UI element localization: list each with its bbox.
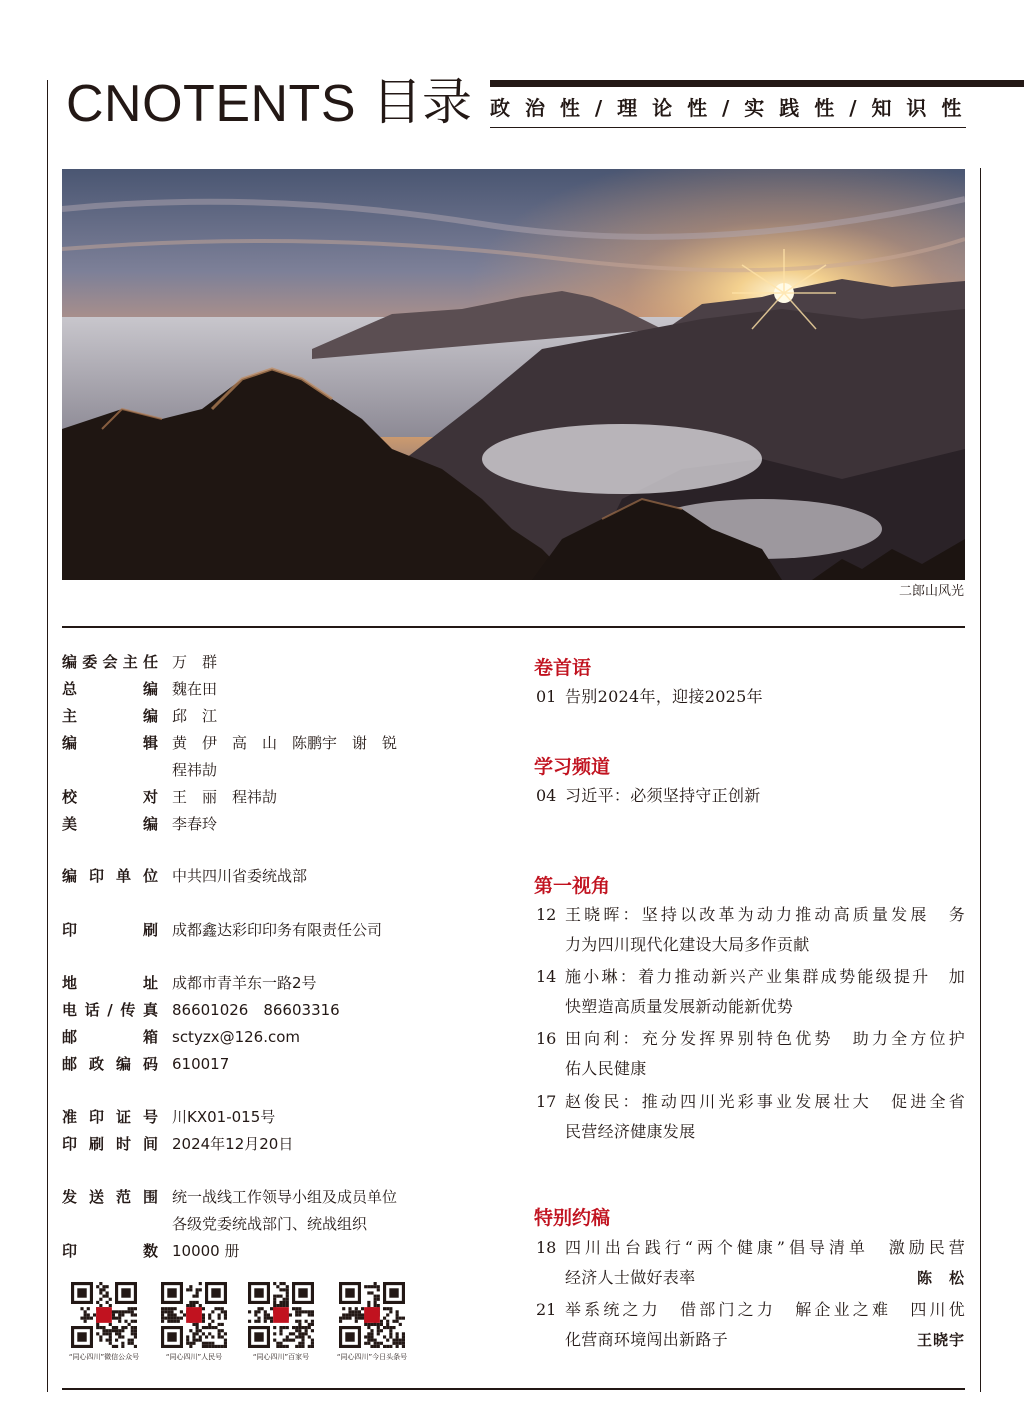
masthead-label: 邮政编码 bbox=[62, 1055, 158, 1073]
toc-entry[interactable] bbox=[565, 962, 965, 1022]
masthead-label: 编辑 bbox=[62, 734, 158, 752]
section-title: 学习频道 bbox=[534, 756, 611, 778]
masthead-value: sctyzx@126.com bbox=[172, 1028, 301, 1046]
masthead-value: 86601026 86603316 bbox=[172, 1001, 340, 1019]
entry-page-number: 04 bbox=[536, 786, 557, 805]
page-title-cn: 目录 bbox=[372, 73, 472, 131]
toc-entry[interactable] bbox=[565, 1295, 965, 1355]
masthead-value: 成都市青羊东一路2号 bbox=[172, 974, 317, 992]
entry-title-line: 施小琳：着力推动新兴产业集群成势能级提升 加 bbox=[565, 967, 965, 986]
entry-title-line: 快塑造高质量发展新动能新优势 bbox=[565, 997, 794, 1016]
section-title: 第一视角 bbox=[534, 875, 611, 897]
right-border-line bbox=[980, 168, 981, 1392]
divider-rule bbox=[62, 626, 965, 628]
section-title: 卷首语 bbox=[534, 657, 592, 679]
entry-last-line bbox=[565, 1263, 965, 1293]
masthead-value: 万 群 bbox=[172, 653, 218, 671]
masthead-label: 美编 bbox=[62, 815, 158, 833]
entry-title-line: 赵俊民：推动四川光彩事业发展壮大 促进全省 bbox=[565, 1092, 965, 1111]
toc-entry[interactable] bbox=[565, 1233, 965, 1293]
masthead-label: 编印单位 bbox=[62, 867, 158, 885]
masthead-label: 发送范围 bbox=[62, 1188, 158, 1206]
masthead-label: 准印证号 bbox=[62, 1108, 158, 1126]
page-title-en: CNOTENTS bbox=[66, 75, 356, 133]
toc-entry[interactable] bbox=[565, 1087, 965, 1147]
toc-entry[interactable] bbox=[565, 900, 965, 960]
entry-title-line: 化营商环境闯出新路子 bbox=[565, 1330, 729, 1349]
masthead-value: 各级党委统战部门、统战组织 bbox=[172, 1215, 368, 1233]
entry-title-line: 四川出台践行“两个健康”倡导清单 激励民营 bbox=[565, 1238, 965, 1257]
entry-title-line: 经济人士做好表率 bbox=[565, 1268, 696, 1287]
qr-code-label: “同心四川”人民号 bbox=[165, 1353, 223, 1361]
masthead-value: 中共四川省委统战部 bbox=[172, 867, 308, 885]
masthead-label: 主编 bbox=[62, 707, 158, 725]
toc-entry[interactable] bbox=[565, 1024, 965, 1084]
masthead-label: 邮箱 bbox=[62, 1028, 158, 1046]
entry-title-line: 习近平：必须坚持守正创新 bbox=[565, 786, 761, 805]
entry-page-number: 16 bbox=[536, 1029, 557, 1048]
entry-author: 王晓宇 bbox=[916, 1331, 965, 1349]
masthead-label: 印数 bbox=[62, 1242, 158, 1260]
qr-code-icon[interactable] bbox=[248, 1282, 314, 1348]
qr-code-icon[interactable] bbox=[161, 1282, 227, 1348]
entry-page-number: 01 bbox=[536, 687, 557, 706]
masthead-value: 黄 伊 高 山 陈鹏宇 谢 锐 bbox=[172, 734, 398, 752]
section-title: 特别约稿 bbox=[534, 1207, 611, 1229]
toc-entry[interactable] bbox=[565, 781, 965, 811]
masthead-value: 成都鑫达彩印印务有限责任公司 bbox=[172, 921, 383, 939]
masthead-value: 魏在田 bbox=[172, 680, 218, 698]
masthead-value: 统一战线工作领导小组及成员单位 bbox=[172, 1188, 398, 1206]
entry-title-line: 佑人民健康 bbox=[565, 1059, 647, 1078]
masthead-label: 编委会主任 bbox=[62, 653, 158, 671]
masthead-value: 王 丽 程祎劼 bbox=[172, 788, 278, 806]
magazine-motto: 政 治 性 / 理 论 性 / 实 践 性 / 知 识 性 bbox=[490, 96, 966, 120]
left-border-line bbox=[47, 80, 48, 1392]
bottom-rule bbox=[62, 1388, 965, 1390]
cover-landscape-photo bbox=[62, 169, 965, 580]
masthead-value: 李春玲 bbox=[172, 815, 218, 833]
entry-title-line: 田向利：充分发挥界别特色优势 助力全方位护 bbox=[565, 1029, 965, 1048]
entry-last-line bbox=[565, 1325, 965, 1355]
masthead-label: 电话/传真 bbox=[62, 1001, 158, 1019]
qr-code-icon[interactable] bbox=[71, 1282, 137, 1348]
masthead-value: 程祎劼 bbox=[172, 761, 218, 779]
masthead-label: 地址 bbox=[62, 974, 158, 992]
entry-page-number: 12 bbox=[536, 905, 557, 924]
qr-code-label: “同心四川”微信公众号 bbox=[68, 1353, 140, 1361]
entry-page-number: 18 bbox=[536, 1238, 557, 1257]
qr-code-icon[interactable] bbox=[339, 1282, 405, 1348]
entry-author: 陈 松 bbox=[916, 1269, 965, 1287]
entry-title-line: 王晓晖：坚持以改革为动力推动高质量发展 务 bbox=[565, 905, 965, 924]
header-rule-thick bbox=[490, 80, 1024, 87]
photo-caption: 二郎山风光 bbox=[898, 584, 964, 599]
masthead-label: 印刷 bbox=[62, 921, 158, 939]
masthead-label: 总编 bbox=[62, 680, 158, 698]
masthead-value: 川KX01-015号 bbox=[172, 1108, 276, 1126]
masthead-value: 610017 bbox=[172, 1055, 230, 1073]
entry-title-line: 举系统之力 借部门之力 解企业之难 四川优 bbox=[565, 1300, 965, 1319]
masthead-label: 校对 bbox=[62, 788, 158, 806]
masthead-value: 2024年12月20日 bbox=[172, 1135, 294, 1153]
entry-page-number: 14 bbox=[536, 967, 557, 986]
masthead-label: 印刷时间 bbox=[62, 1135, 158, 1153]
entry-title-line: 力为四川现代化建设大局多作贡献 bbox=[565, 935, 810, 954]
qr-code-label: “同心四川”百家号 bbox=[252, 1353, 310, 1361]
entry-page-number: 21 bbox=[536, 1300, 557, 1319]
qr-code-label: “同心四川”今日头条号 bbox=[336, 1353, 408, 1361]
masthead-value: 10000 册 bbox=[172, 1242, 240, 1260]
toc-entry[interactable] bbox=[565, 682, 965, 712]
header-rule-thin bbox=[490, 127, 966, 128]
masthead-value: 邱 江 bbox=[172, 707, 218, 725]
entry-title-line: 民营经济健康发展 bbox=[565, 1122, 696, 1141]
entry-title-line: 告别2024年，迎接2025年 bbox=[565, 687, 763, 706]
entry-page-number: 17 bbox=[536, 1092, 557, 1111]
